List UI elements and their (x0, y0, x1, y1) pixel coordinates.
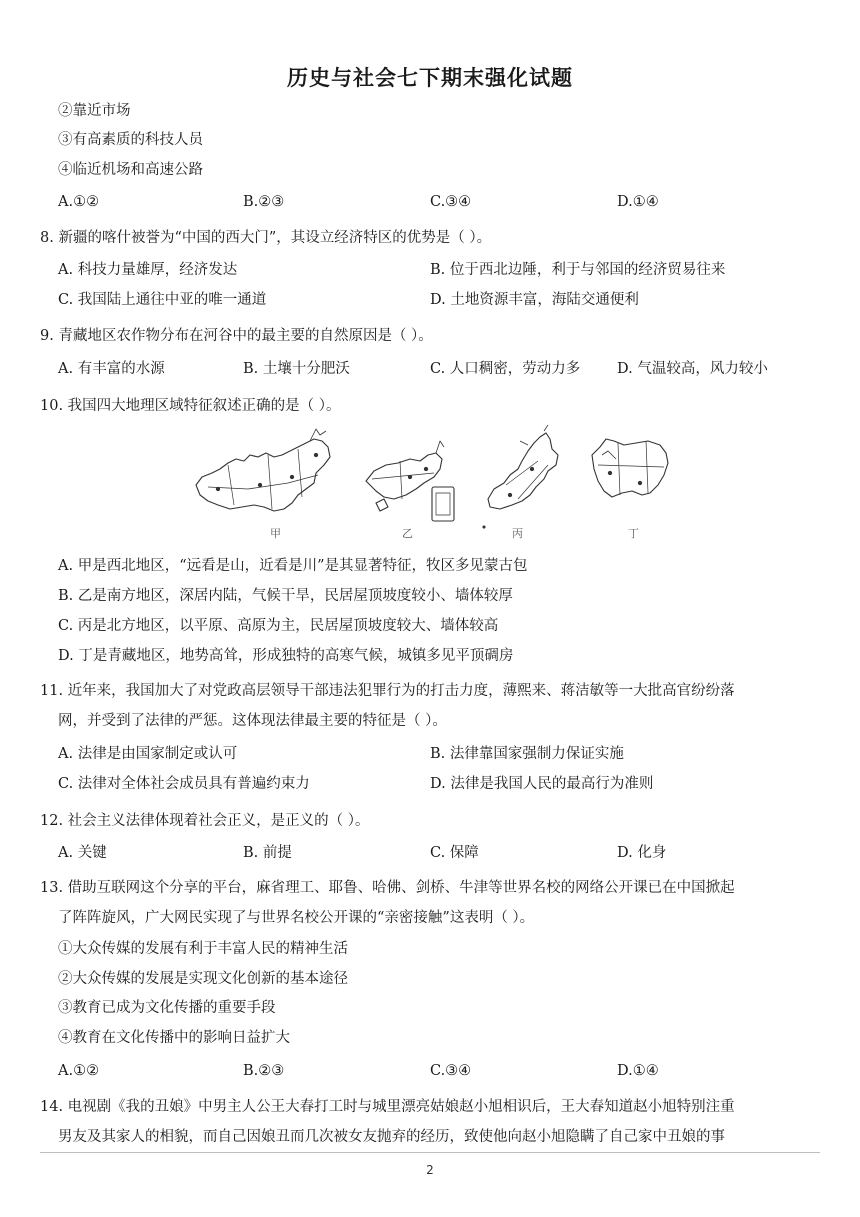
q9-option-b: B. 土壤十分肥沃 (243, 361, 350, 377)
q9-option-a: A. 有丰富的水源 (58, 361, 165, 377)
map-label-bing: 丙 (512, 527, 523, 540)
q10-stem: 10. 我国四大地理区域特征叙述正确的是（ ）。 (40, 398, 341, 414)
q13-item-4: ④教育在文化传播中的影响日益扩大 (58, 1030, 290, 1046)
map-bing-outline (483, 425, 558, 528)
q7-item-3: ③有高素质的科技人员 (58, 132, 203, 148)
q11-option-c: C. 法律对全体社会成员具有普遍约束力 (58, 776, 310, 792)
q12-option-a: A. 关键 (58, 845, 107, 861)
q8-option-b: B. 位于西北边陲，利于与邻国的经济贸易往来 (430, 262, 726, 278)
q8-option-d: D. 土地资源丰富，海陆交通便利 (430, 292, 639, 308)
q12-option-b: B. 前提 (243, 845, 292, 861)
q10-option-b: B. 乙是南方地区，深居内陆，气候干旱，民居屋顶坡度较小、墙体较厚 (58, 588, 513, 604)
q7-option-b: B.②③ (243, 194, 285, 210)
map-ding-outline (592, 439, 668, 497)
q12-option-d: D. 化身 (617, 845, 667, 861)
q11-option-d: D. 法律是我国人民的最高行为准则 (430, 776, 654, 792)
q8-stem: 8. 新疆的喀什被誉为“中国的西大门”，其设立经济特区的优势是（ ）。 (40, 230, 492, 246)
q12-option-c: C. 保障 (430, 845, 479, 861)
q7-item-4: ④临近机场和高速公路 (58, 162, 203, 178)
q13-stem-line1: 13. 借助互联网这个分享的平台，麻省理工、耶鲁、哈佛、剑桥、牛津等世界名校的网络公开课已在中国掀起 (40, 880, 735, 896)
map-jia-outline (196, 429, 330, 511)
q7-option-a: A.①② (58, 194, 100, 210)
footer-divider (40, 1152, 820, 1153)
map-yi-outline (366, 441, 454, 521)
q11-option-b: B. 法律靠国家强制力保证实施 (430, 746, 624, 762)
q9-stem: 9. 青藏地区农作物分布在河谷中的最主要的自然原因是（ ）。 (40, 328, 433, 344)
q14-stem-line2: 男友及其家人的相貌，而自己因娘丑而几次被女友抛弃的经历，致使他向赵小旭隐瞒了自己家中丑娘的事 (58, 1129, 725, 1145)
q13-item-1: ①大众传媒的发展有利于丰富人民的精神生活 (58, 941, 348, 957)
q11-option-a: A. 法律是由国家制定或认可 (58, 746, 238, 762)
q7-option-d: D.①④ (617, 194, 659, 210)
q13-option-d: D.①④ (617, 1063, 659, 1079)
q13-item-3: ③教育已成为文化传播的重要手段 (58, 1000, 276, 1016)
q11-stem-line2: 网，并受到了法律的严惩。这体现法律最主要的特征是（ ）。 (58, 713, 447, 729)
q13-option-b: B.②③ (243, 1063, 285, 1079)
q8-option-a: A. 科技力量雄厚，经济发达 (58, 262, 238, 278)
region-maps-figure (188, 425, 678, 547)
q10-option-c: C. 丙是北方地区，以平原、高原为主，民居屋顶坡度较大、墙体较高 (58, 618, 499, 634)
q14-stem-line1: 14. 电视剧《我的丑娘》中男主人公王大春打工时与城里漂亮姑娘赵小旭相识后，王大春知道赵小旭特别注重 (40, 1099, 735, 1115)
q13-option-c: C.③④ (430, 1063, 472, 1079)
q9-option-c: C. 人口稠密，劳动力多 (430, 361, 581, 377)
q13-option-a: A.①② (58, 1063, 100, 1079)
q7-item-2: ②靠近市场 (58, 103, 131, 119)
q10-option-d: D. 丁是青藏地区，地势高耸，形成独特的高寒气候，城镇多见平顶碉房 (58, 648, 514, 664)
page-number: 2 (426, 1163, 434, 1177)
q12-stem: 12. 社会主义法律体现着社会正义，是正义的（ ）。 (40, 813, 370, 829)
page-title: 历史与社会七下期末强化试题 (287, 66, 573, 90)
q13-stem-line2: 了阵阵旋风，广大网民实现了与世界名校公开课的“亲密接触”这表明（ ）。 (58, 910, 535, 926)
map-label-yi: 乙 (402, 527, 413, 540)
q13-item-2: ②大众传媒的发展是实现文化创新的基本途径 (58, 971, 348, 987)
map-label-jia: 甲 (270, 527, 281, 540)
q10-option-a: A. 甲是西北地区，“远看是山，近看是川”是其显著特征，牧区多见蒙古包 (58, 558, 528, 574)
q8-option-c: C. 我国陆上通往中亚的唯一通道 (58, 292, 267, 308)
q11-stem-line1: 11. 近年来，我国加大了对党政高层领导干部违法犯罪行为的打击力度，薄熙来、蒋洁敏等一大批高官纷纷落 (40, 683, 735, 699)
map-label-ding: 丁 (628, 527, 639, 540)
q7-option-c: C.③④ (430, 194, 472, 210)
q9-option-d: D. 气温较高，风力较小 (617, 361, 768, 377)
